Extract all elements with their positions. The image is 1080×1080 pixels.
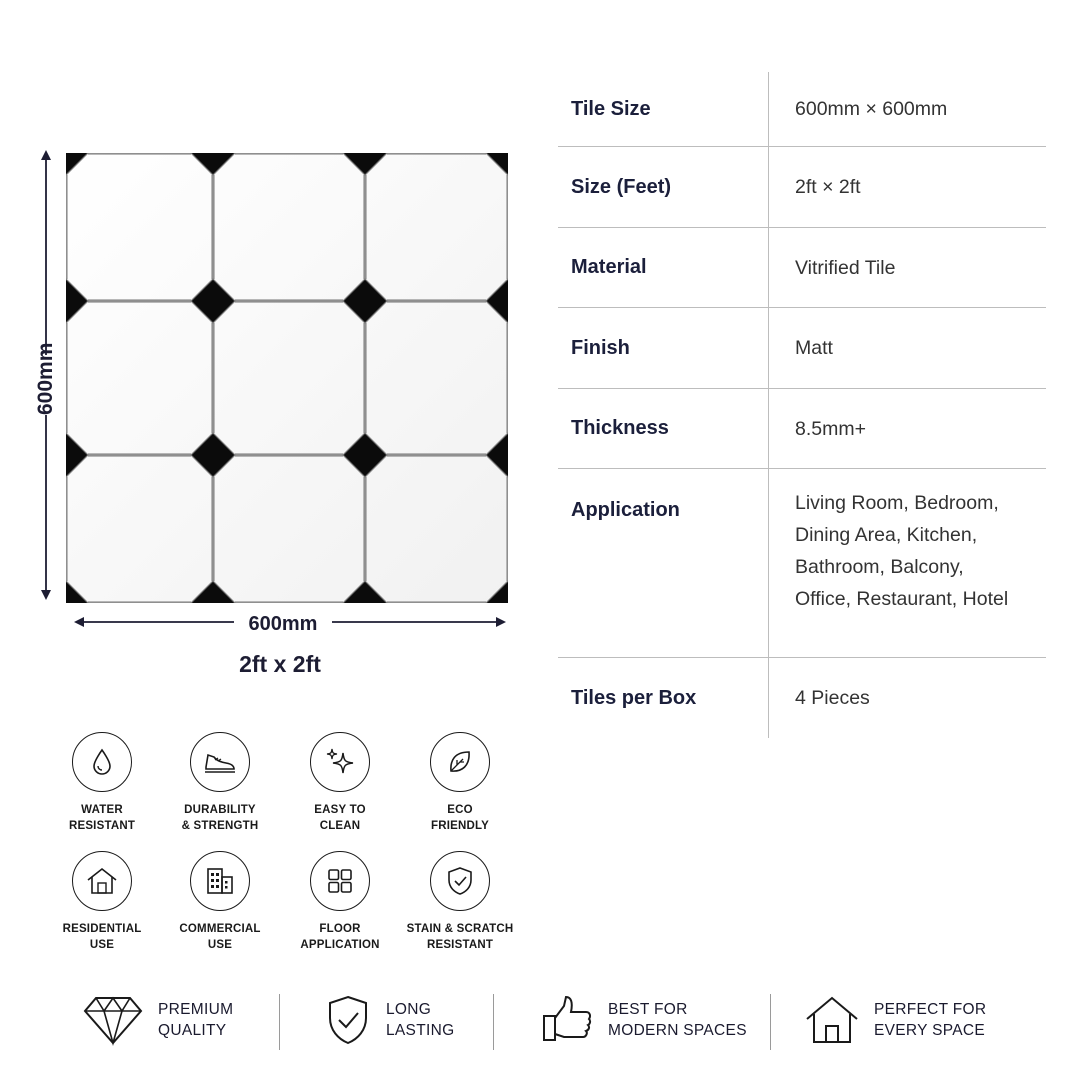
spec-label: Finish <box>571 336 630 359</box>
feature-label: & STRENGTH <box>181 820 259 832</box>
spec-value: Vitrified Tile <box>768 228 1046 307</box>
highlight-perfect-every-space <box>804 990 986 1050</box>
feature-water-resistant <box>42 732 162 834</box>
divider <box>770 994 771 1050</box>
spec-value: 8.5mm+ <box>768 389 1046 468</box>
divider <box>493 994 494 1050</box>
spec-row-tile-size <box>558 72 1046 147</box>
horizontal-dimension-label: 600mm <box>234 610 332 638</box>
feature-floor-application <box>280 851 400 953</box>
highlight-premium-quality <box>82 990 233 1050</box>
shield-check-icon <box>430 851 490 911</box>
tile-image <box>66 153 508 603</box>
vertical-dimension-label: 600mm <box>31 355 61 415</box>
application-line: Dining Area, Kitchen, <box>795 524 978 546</box>
feature-label: STAIN & SCRATCH <box>406 923 514 935</box>
sparkle-icon <box>310 732 370 792</box>
feature-label: RESIDENTIAL <box>62 923 142 935</box>
feature-commercial-use <box>160 851 280 953</box>
feature-label: CLEAN <box>319 820 361 832</box>
feature-stain-scratch-resistant <box>400 851 520 953</box>
octagon-tile-pattern <box>66 153 508 603</box>
feature-label: FLOOR <box>319 923 361 935</box>
diamond-icon <box>82 994 144 1046</box>
house-icon <box>72 851 132 911</box>
spec-row-tiles-per-box <box>558 658 1046 738</box>
feature-label: EASY TO <box>314 804 366 816</box>
spec-label: Thickness <box>571 417 669 439</box>
highlight-label: PERFECT FOR <box>874 1001 987 1018</box>
feature-label: RESISTANT <box>68 820 136 832</box>
feature-label: COMMERCIAL <box>179 923 261 935</box>
highlight-label: MODERN SPACES <box>608 1022 747 1039</box>
spec-value: 4 Pieces <box>768 658 1046 738</box>
feature-residential-use <box>42 851 162 953</box>
spec-row-application <box>558 469 1046 658</box>
feature-label: FRIENDLY <box>430 820 490 832</box>
application-line: Living Room, Bedroom, <box>795 492 999 514</box>
highlight-label: PREMIUM <box>158 1001 234 1018</box>
feature-easy-to-clean <box>280 732 400 834</box>
water-drop-icon <box>72 732 132 792</box>
application-line: Bathroom, Balcony, <box>795 556 964 578</box>
thumbs-up-icon <box>540 994 594 1046</box>
spec-label: Application <box>571 499 680 521</box>
size-in-feet-label: 2ft x 2ft <box>239 651 321 677</box>
highlight-long-lasting <box>324 990 454 1050</box>
spec-row-size-feet <box>558 147 1046 228</box>
spec-value: Matt <box>768 308 1046 388</box>
highlight-label: LONG <box>386 1001 432 1018</box>
floor-grid-icon <box>310 851 370 911</box>
highlight-best-modern-spaces <box>540 990 747 1050</box>
specification-table <box>558 72 1046 738</box>
building-icon <box>190 851 250 911</box>
leaf-icon <box>430 732 490 792</box>
spec-label: Tiles per Box <box>571 686 697 709</box>
house-icon <box>804 994 860 1046</box>
feature-label: WATER <box>81 804 123 816</box>
highlight-label: EVERY SPACE <box>874 1022 985 1039</box>
spec-row-material <box>558 228 1046 308</box>
feature-label: DURABILITY <box>184 804 256 816</box>
spec-value: 2ft × 2ft <box>768 147 1046 227</box>
highlight-label: LASTING <box>386 1022 455 1039</box>
spec-value-list <box>768 469 1046 657</box>
shoe-icon <box>190 732 250 792</box>
spec-row-finish <box>558 308 1046 389</box>
highlight-label: BEST FOR <box>608 1001 688 1018</box>
feature-label: RESISTANT <box>426 939 494 951</box>
feature-label: USE <box>89 939 115 951</box>
feature-durability <box>160 732 280 834</box>
spec-label: Material <box>571 256 647 278</box>
shield-check-icon <box>324 994 372 1046</box>
spec-row-thickness <box>558 389 1046 469</box>
spec-label: Tile Size <box>571 97 651 120</box>
feature-label: APPLICATION <box>300 939 380 951</box>
feature-eco-friendly <box>400 732 520 834</box>
spec-value: 600mm × 600mm <box>768 72 1046 146</box>
application-line: Office, Restaurant, Hotel <box>795 588 1009 610</box>
divider <box>279 994 280 1050</box>
spec-label: Size (Feet) <box>571 175 672 198</box>
feature-label: USE <box>207 939 233 951</box>
feature-label: ECO <box>447 804 473 816</box>
highlight-label: QUALITY <box>158 1022 227 1039</box>
